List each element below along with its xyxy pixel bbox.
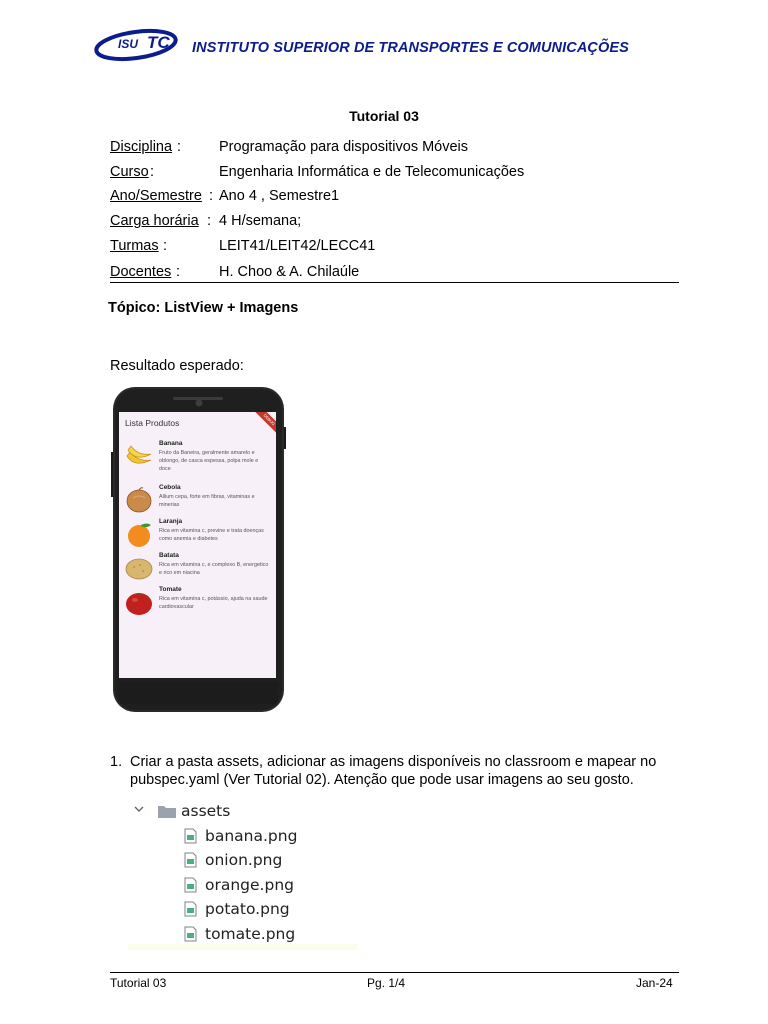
logo-text-left: ISU bbox=[118, 37, 139, 51]
info-value: Programação para dispositivos Móveis bbox=[219, 139, 469, 155]
phone-screen bbox=[119, 412, 276, 678]
product-description: Rica em vitamina c, e complexo B, energetico e rico em niacina bbox=[159, 562, 269, 576]
info-value: Ano 4 , Semestre1 bbox=[219, 188, 340, 204]
tomato-icon bbox=[124, 588, 154, 616]
product-name: Laranja bbox=[159, 518, 183, 525]
image-file-icon bbox=[184, 901, 197, 917]
topic-heading: Tópico: ListView + Imagens bbox=[108, 300, 299, 316]
product-description: Rica em vitamina c, potássio, ajuda na saude cardiovascular bbox=[159, 596, 268, 610]
product-name: Batata bbox=[159, 552, 179, 559]
info-label: Docentes bbox=[110, 264, 172, 280]
folder-name[interactable]: assets bbox=[181, 802, 231, 820]
image-file-icon bbox=[184, 877, 197, 893]
product-name: Banana bbox=[159, 440, 183, 447]
info-label: Carga horária bbox=[110, 213, 199, 229]
expected-result-label: Resultado esperado: bbox=[110, 358, 244, 374]
logo-text-right: TC bbox=[147, 33, 170, 52]
debug-ribbon: DEBUG bbox=[251, 412, 276, 438]
info-label: Curso bbox=[110, 164, 149, 180]
app-title: Lista Produtos bbox=[125, 418, 180, 428]
info-label: Turmas bbox=[110, 238, 159, 254]
list-item[interactable] bbox=[119, 440, 276, 480]
info-value: LEIT41/LEIT42/LECC41 bbox=[219, 238, 376, 254]
footer-divider bbox=[110, 972, 679, 973]
footer-page-number: Pg. 1/4 bbox=[367, 976, 406, 990]
isutc-logo bbox=[94, 24, 184, 64]
info-value: 4 H/semana; bbox=[219, 213, 302, 229]
file-name[interactable]: potato.png bbox=[205, 900, 290, 918]
info-value: H. Choo & A. Chilaúle bbox=[219, 264, 360, 280]
phone-camera-icon bbox=[196, 400, 203, 407]
product-name: Tomate bbox=[159, 586, 182, 593]
product-name: Cebola bbox=[159, 484, 181, 491]
orange-icon bbox=[124, 520, 154, 548]
onion-icon bbox=[124, 486, 154, 514]
file-name[interactable]: banana.png bbox=[205, 827, 298, 845]
chevron-down-icon[interactable] bbox=[132, 802, 146, 816]
folder-icon bbox=[158, 804, 176, 818]
footer-left: Tutorial 03 bbox=[110, 976, 167, 990]
step-text: Criar a pasta assets, adicionar as imagens disponíveis no classroom e mapear no pubspec.yaml (Ver Tutorial 02). Atenção que pode usar imagens ao seu gosto. bbox=[130, 754, 657, 788]
file-name[interactable]: tomate.png bbox=[205, 925, 296, 943]
tree-row-highlight bbox=[128, 944, 358, 950]
info-label: Ano/Semestre bbox=[110, 188, 202, 204]
image-file-icon bbox=[184, 926, 197, 942]
document-title: Tutorial 03 bbox=[349, 108, 419, 124]
footer-date: Jan-24 bbox=[636, 976, 673, 990]
step-number: 1. bbox=[110, 754, 123, 770]
product-description: Rica em vitamina c, previne e trata doenças como anemia e diabetes bbox=[159, 528, 264, 542]
image-file-icon bbox=[184, 828, 197, 844]
image-file-icon bbox=[184, 852, 197, 868]
info-label: Disciplina bbox=[110, 139, 173, 155]
info-divider bbox=[110, 282, 679, 283]
file-name[interactable]: onion.png bbox=[205, 851, 283, 869]
product-description: Allium cepa, forte em fibras, vitaminas e minerias bbox=[159, 494, 255, 508]
list-item[interactable] bbox=[119, 586, 276, 626]
potato-icon bbox=[124, 554, 154, 582]
product-description: Fruto da Baneira, geralmente amarelo e oblongo, de casca espessa, polpa mole e doce bbox=[159, 450, 259, 472]
info-value: Engenharia Informática e de Telecomunicações bbox=[219, 164, 525, 180]
banana-icon bbox=[124, 442, 154, 470]
institute-name: INSTITUTO SUPERIOR DE TRANSPORTES E COMUNICAÇÕES bbox=[192, 40, 629, 56]
file-name[interactable]: orange.png bbox=[205, 876, 294, 894]
